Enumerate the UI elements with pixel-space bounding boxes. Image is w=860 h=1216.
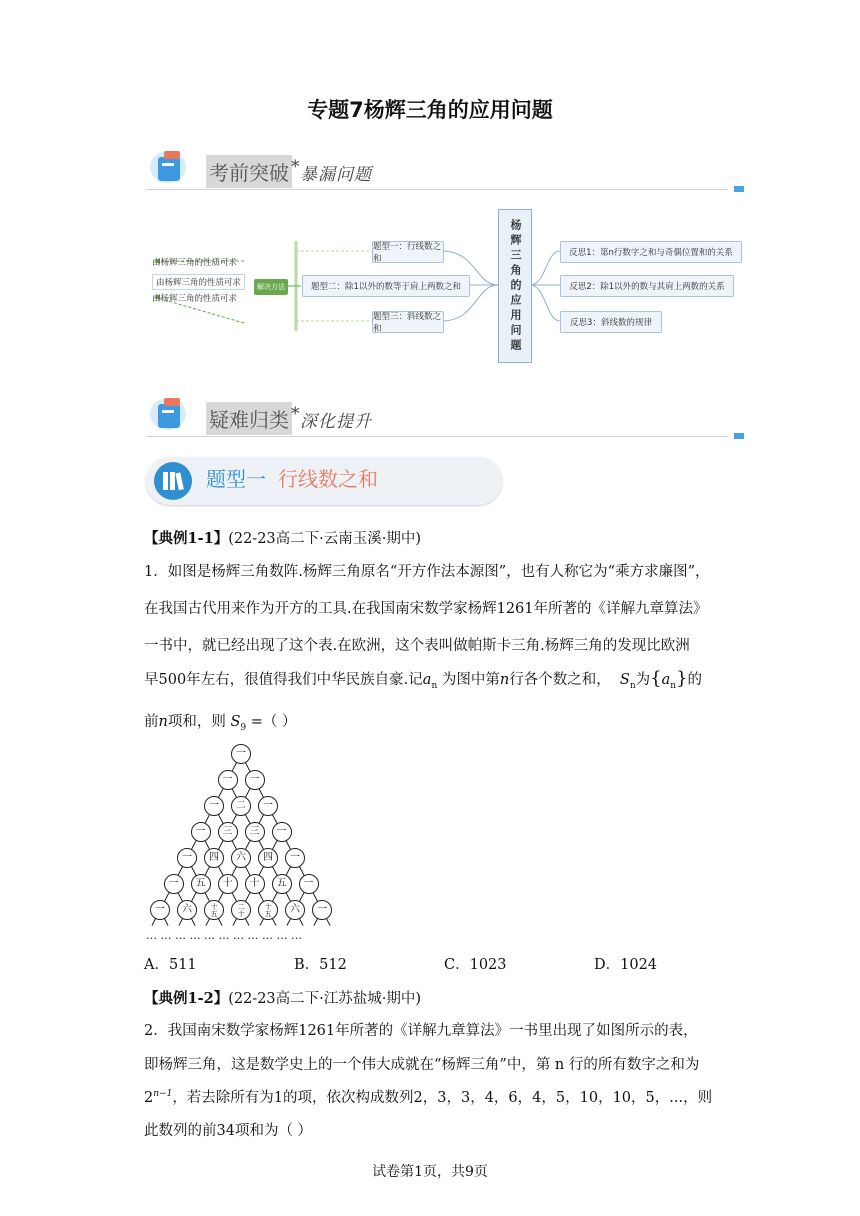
triangle-node: 六 <box>231 848 251 868</box>
question-line <box>144 1086 712 1107</box>
option-b: B．512 <box>294 957 347 973</box>
triangle-node: 六 <box>285 900 305 920</box>
text-segment: 为 <box>635 672 651 688</box>
triangle-node: 三 <box>218 822 238 842</box>
triangle-node: 十 <box>245 874 265 894</box>
math-sub-n: n <box>431 680 438 691</box>
triangle-node: 一 <box>285 848 305 868</box>
book-icon <box>146 145 196 185</box>
mindmap-method: 解决方法 <box>254 279 288 295</box>
text-segment: 为图中第 <box>441 672 500 688</box>
triangle-node: 四 <box>204 848 224 868</box>
mindmap-left-item: 由杨辉三角的性质可求 <box>152 258 238 268</box>
triangle-node: 十五 <box>258 900 278 920</box>
math-eq: = <box>250 714 263 730</box>
question-line: 2．我国南宋数学家杨辉1261年所著的《详解九章算法》一书里出现了如图所示的表， <box>144 1023 698 1039</box>
divider <box>146 189 728 190</box>
mindmap-reflection-1: 反思1：第n行数字之和与奇偶位置和的关系 <box>560 241 742 263</box>
text-segment: 早500年左右，很值得我们中华民族自豪.记 <box>144 672 423 688</box>
question-line: 即杨辉三角，这是数学史上的一个伟大成就在“杨辉三角”中，第 n 行的所有数字之和为 <box>144 1057 700 1073</box>
question-line <box>144 710 297 733</box>
section-star: * <box>291 404 301 424</box>
triangle-node: 一 <box>204 796 224 816</box>
math-sub-n: n <box>670 680 677 691</box>
page-title: 专题7杨辉三角的应用问题 <box>307 98 553 122</box>
type-name: 行线数之和 <box>278 467 378 491</box>
question-line: 在我国古代用来作为开方的工具.在我国南宋数学家杨辉1261年所著的《详解九章算法》 <box>144 601 708 617</box>
triangle-node: 一 <box>177 848 197 868</box>
option-d: D．1024 <box>594 957 658 973</box>
math-a: a <box>422 672 432 688</box>
example-source: (22-23高二下·江苏盐城·期中) <box>228 991 422 1007</box>
section-title: 考前突破 <box>206 155 292 188</box>
triangle-node: 一 <box>299 874 319 894</box>
triangle-node: 一 <box>272 822 292 842</box>
section-subtitle: 深化提升 <box>300 412 372 432</box>
math-a: a <box>661 672 671 688</box>
text-segment: 前 <box>144 714 159 730</box>
example-source: (22-23高二下·云南玉溪·期中) <box>228 531 422 547</box>
triangle-node: 二 <box>231 796 251 816</box>
triangle-node: 一 <box>191 822 211 842</box>
triangle-dots: … … … … … … … … … … … <box>146 929 302 942</box>
section-header-2 <box>146 392 746 438</box>
mindmap-left-item: 由杨辉三角的性质可求 <box>152 274 245 290</box>
mindmap-type-3: 题型三：斜线数之和 <box>372 311 444 333</box>
math-sub-n: n <box>629 680 636 691</box>
yanghui-triangle-figure <box>144 742 340 947</box>
text-segment: 的 <box>687 672 703 688</box>
example-heading <box>144 987 421 1008</box>
question-line: 1．如图是杨辉三角数阵.杨辉三角原名“开方作法本源图”，也有人称它为“乘方求廉图”， <box>144 564 710 580</box>
mindmap-center: 杨辉三角的应用问题 <box>498 209 532 363</box>
example-heading <box>144 527 421 548</box>
triangle-node: 三 <box>245 822 265 842</box>
mindmap-type-2: 题型二：除1以外的数等于肩上两数之和 <box>302 275 470 297</box>
text-segment: ，若去除所有为1的项，依次构成数列2，3，3，4，6，4，5，10，10，5，...，则 <box>172 1090 713 1106</box>
page-footer: 试卷第1页，共9页 <box>372 1164 488 1180</box>
section-subtitle: 暴漏问题 <box>300 165 372 185</box>
triangle-node: 六 <box>177 900 197 920</box>
divider <box>146 436 728 437</box>
mindmap-reflection-3: 反思3：斜线数的规律 <box>560 311 662 333</box>
triangle-node: 一 <box>231 744 251 764</box>
question-line: 一书中，就已经出现了这个表.在欧洲，这个表叫做帕斯卡三角.杨辉三角的发现比欧洲 <box>144 638 690 654</box>
text-segment: 行各个数之和， <box>509 672 611 688</box>
example-tag: 【典例1-2】 <box>144 990 229 1007</box>
triangle-node: 一 <box>312 900 332 920</box>
math-sub-9: 9 <box>240 722 247 733</box>
math-set: { <box>650 668 662 689</box>
math-n: n <box>158 714 168 730</box>
type-label: 题型一 <box>206 467 266 491</box>
text-segment: 项和，则 <box>167 714 226 730</box>
mindmap-type-1: 题型一：行线数之和 <box>372 241 444 263</box>
triangle-node: 一 <box>218 770 238 790</box>
books-icon <box>152 461 194 501</box>
math-set: } <box>676 668 688 689</box>
option-a: A．511 <box>144 957 197 973</box>
book-icon <box>146 392 196 432</box>
option-c: C．1023 <box>444 957 507 973</box>
math-exponent: n−1 <box>153 1089 173 1100</box>
triangle-node: 十五 <box>204 900 224 920</box>
math-base: 2 <box>144 1090 154 1106</box>
example-tag: 【典例1-1】 <box>144 530 229 547</box>
math-n: n <box>499 672 510 688</box>
triangle-node: 一 <box>164 874 184 894</box>
triangle-node: 一 <box>245 770 265 790</box>
question-line: 此数列的前34项和为（ ） <box>144 1123 313 1139</box>
math-S: S <box>230 714 241 730</box>
mindmap <box>146 205 746 365</box>
math-S: S <box>619 672 630 688</box>
triangle-node: 五 <box>272 874 292 894</box>
text-segment: （ ） <box>262 714 297 730</box>
mindmap-left-item: 由杨辉三角的性质可求 <box>152 294 238 304</box>
mindmap-reflection-2: 反思2：除1以外的数与其肩上两数的关系 <box>560 275 734 297</box>
section-star: * <box>291 157 301 177</box>
section-header-1 <box>146 145 746 191</box>
section-title: 疑难归类 <box>206 402 292 435</box>
triangle-node: 五 <box>191 874 211 894</box>
triangle-node: 十 <box>218 874 238 894</box>
triangle-node: 一 <box>150 900 170 920</box>
question-line <box>144 668 702 691</box>
divider-end-mark <box>734 433 744 439</box>
triangle-node: 二十 <box>231 900 251 920</box>
triangle-node: 一 <box>258 796 278 816</box>
triangle-node: 四 <box>258 848 278 868</box>
divider-end-mark <box>734 186 744 192</box>
